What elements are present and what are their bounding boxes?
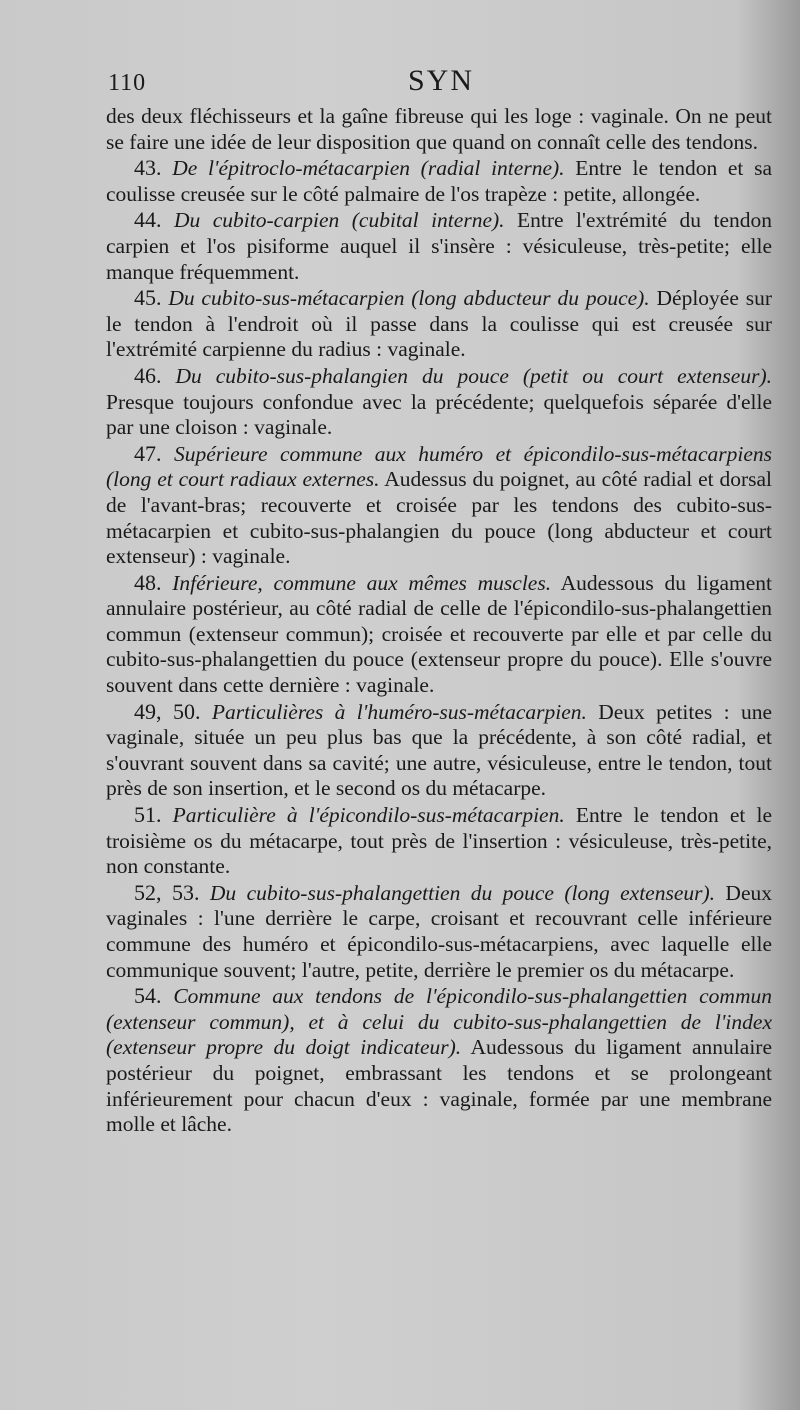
entry-number: 45.	[134, 285, 162, 311]
entry-number: 49, 50.	[134, 698, 201, 724]
paragraph-continued	[106, 104, 772, 155]
entry-title: Particulière à l'épicondilo-sus-métacarpien.	[172, 803, 565, 828]
entry-number: 43.	[134, 155, 162, 181]
entry-title: Particulières à l'huméro-sus-métacarpien.	[211, 699, 587, 724]
entry-number: 47.	[134, 440, 162, 466]
entry-text: Deux petites : une vaginale, située un peu plus bas que la précédente, à son côté radial, et s'ouvrant souvent dans sa cavité; une autre, vésiculeuse, entre le tendon, tout près de son insertion, et le second os du métacarpe.	[106, 699, 773, 801]
entry-45	[106, 285, 772, 363]
entry-title: Du cubito-sus-phalangettien du pouce (long extenseur).	[209, 880, 716, 905]
entry-title: Du cubito-carpien (cubital interne).	[173, 208, 505, 233]
entry-44	[106, 207, 772, 285]
entry-54	[106, 983, 772, 1138]
entry-number: 54.	[134, 983, 162, 1009]
entry-text: Entre le tendon et le troisième os du métacarpe, tout près de l'insertion : vésiculeuse, très-petite, non constante.	[106, 803, 773, 879]
running-head: SYN	[408, 64, 475, 97]
page-header	[108, 64, 768, 100]
entry-title: Commune aux tendons de l'épicondilo-sus-phalangettien commun (extenseur commun), et à celui du cubito-sus-phalangettien de l'index (extenseur propre du doigt indicateur).	[106, 984, 772, 1060]
entry-43	[106, 155, 772, 207]
entry-title: De l'épitroclo-métacarpien (radial interne).	[172, 156, 565, 181]
entry-title: Du cubito-sus-phalangien du pouce (petit ou court extenseur).	[175, 363, 772, 388]
entry-46	[106, 363, 772, 441]
entry-number: 52, 53.	[134, 879, 200, 905]
entry-text: Deux vaginales : l'une derrière le carpe, croisant et recouvrant celle inférieure commune des huméro et épicondilo-sus-métacarpiens, avec laquelle elle communique souvent; l'autre, petite, derrière le premier os du métacarpe.	[106, 880, 772, 982]
entry-52-53	[106, 880, 772, 983]
paragraph-text: des deux fléchisseurs et la gaîne fibreuse qui les loge : vaginale. On ne peut se faire une idée de leur disposition que quand on connaît celle des tendons.	[106, 104, 772, 154]
entry-51	[106, 802, 772, 880]
body-text	[106, 104, 772, 1138]
entry-text: Déployée sur le tendon à l'endroit où il passe dans la coulisse qui est creusée sur l'extrémité carpienne du radius : vaginale.	[106, 286, 772, 362]
entry-number: 44.	[134, 207, 162, 233]
entry-text: Entre l'extrémité du tendon carpien et l'os pisiforme auquel il s'insère : vésiculeuse, très-petite; elle manque fréquemment.	[106, 208, 772, 284]
entry-text: Audessous du ligament annulaire postérieur du poignet, embrassant les tendons et se prolongeant inférieurement pour chacun d'eux : vaginale, formée par une membrane molle et lâche.	[106, 1035, 772, 1137]
entry-title: Supérieure commune aux huméro et épicondilo-sus-métacarpiens (long et court radiaux externes.	[106, 441, 772, 492]
entry-title: Inférieure, commune aux mêmes muscles.	[172, 570, 552, 595]
entry-number: 46.	[134, 362, 162, 388]
entry-47	[106, 441, 772, 570]
entry-title: Du cubito-sus-métacarpien (long abducteur du pouce).	[168, 286, 650, 311]
entry-49-50	[106, 699, 772, 802]
entry-text: Audessous du ligament annulaire postérieur, au côté radial de celle de l'épicondilo-sus-phalangettien commun (extenseur commun); croisée et recouverte par elle et par celle du cubito-sus-phalangettien du pouce (extenseur propre du pouce). Elle s'ouvre souvent dans cette dernière : vaginale.	[106, 570, 772, 698]
entry-number: 51.	[134, 802, 162, 828]
entry-text: Presque toujours confondue avec la précédente; quelquefois séparée d'elle par une cloison : vaginale.	[106, 389, 772, 440]
entry-text: Audessus du poignet, au côté radial et dorsal de l'avant-bras; recouverte et croisée par les tendons des cubito-sus-métacarpien et cubito-sus-phalangien du pouce (long abducteur et court extenseur) : vaginale.	[106, 467, 772, 569]
entry-text: Entre le tendon et sa coulisse creusée sur le côté palmaire de l'os trapèze : petite, allongée.	[106, 156, 773, 206]
entry-number: 48.	[134, 569, 162, 595]
page-number: 110	[108, 70, 147, 96]
entry-48	[106, 570, 772, 699]
